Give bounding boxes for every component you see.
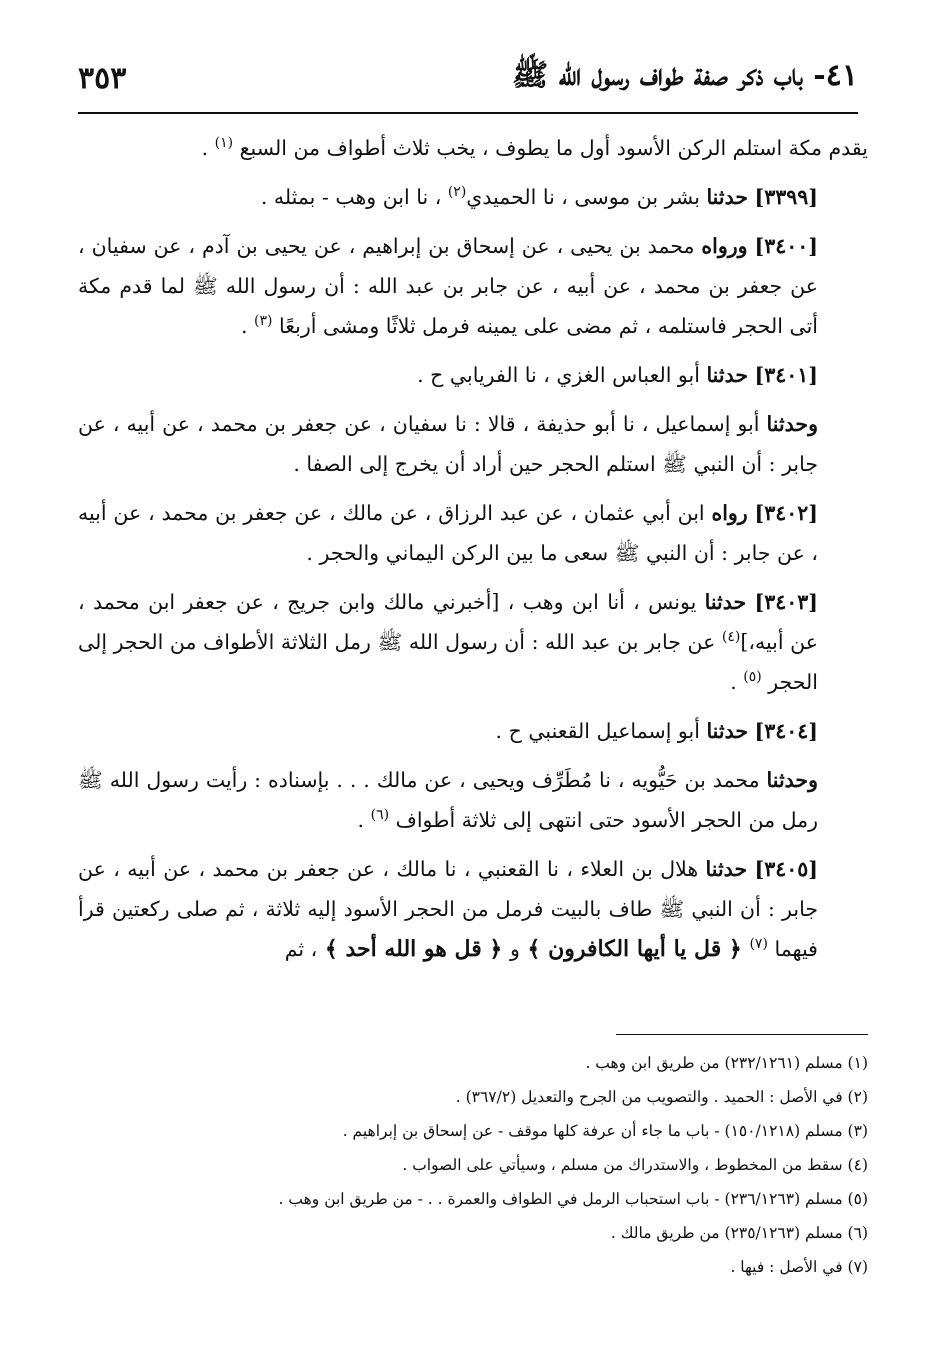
footnote-4: (٤) سقط من المخطوط ، والاستدراك من مسلم ، وسيأتي على الصواب . <box>402 1156 868 1174</box>
hadith-3401-second-chain <box>78 404 868 484</box>
hadith-text: ، نا ابن وهب - بمثله . <box>260 185 448 209</box>
hadith-3399 <box>78 177 868 217</box>
hadith-end: . <box>730 670 744 694</box>
hadith-3404 <box>78 711 868 751</box>
transmission-verb: حدثنا <box>706 363 749 387</box>
hadith-number: [٣٤٠١] <box>754 363 818 387</box>
hadith-3400 <box>78 226 868 346</box>
footnote-1: (١) مسلم (٢٣٢/١٢٦١) من طريق ابن وهب . <box>585 1054 868 1072</box>
transmission-verb: رواه <box>711 501 748 525</box>
main-text <box>78 128 868 978</box>
hadith-end: . <box>240 314 255 338</box>
hadith-text: محمد بن حَيُّويه ، نا مُطَرِّف ويحيى ، عن مالك . . . بإسناده : رأيت رسول الله ﷺ رمل من الحجر الأسود حتى انتهى إلى ثلاثة أطواف <box>78 768 818 832</box>
quran-citation: ﴿ قل هو الله أحد ﴾ <box>317 936 510 962</box>
hadith-number: [٣٤٠٣] <box>754 590 818 614</box>
hadith-text: محمد بن يحيى ، عن إسحاق بن إبراهيم ، عن يحيى بن آدم ، عن سفيان ، عن جعفر بن محمد ، عن أبيه ، عن جابر بن عبد الله : أن رسول الله ﷺ لما قدم مكة أتى الحجر فاستلمه ، ثم مضى على يمينه فرمل ثلاثًا ومشى أربعًا <box>78 234 818 338</box>
hadith-3405 <box>78 849 868 969</box>
hadith-text: بشر بن موسى ، نا الحميدي <box>466 185 707 209</box>
hadith-text: أبو إسماعيل ، نا أبو حذيفة ، قالا : نا سفيان ، عن جعفر بن محمد ، عن أبيه ، عن جابر : أن النبي ﷺ استلم الحجر حين أراد أن يخرج إلى الصفا . <box>78 412 818 476</box>
hadith-number: [٣٤٠٢] <box>754 501 818 525</box>
footnote-5: (٥) مسلم (٢٣٦/١٢٦٣) - باب استحباب الرمل في الطواف والعمرة . . - من طريق ابن وهب . <box>278 1190 868 1208</box>
footnote-ref[interactable]: (٦) <box>370 807 390 824</box>
footnote-ref[interactable]: (٣) <box>254 313 273 330</box>
footnotes <box>100 1046 868 1284</box>
hadith-number: [٣٤٠٤] <box>754 719 818 743</box>
hadith-text: أبو العباس الغزي ، نا الفريابي ح . <box>417 363 707 387</box>
footnote-6: (٦) مسلم (٢٣٥/١٢٦٣) من طريق مالك . <box>610 1224 868 1242</box>
footnote-ref[interactable]: (٢) <box>447 184 467 201</box>
quran-citation: ﴿ قل يا أيها الكافرون ﴾ <box>519 936 750 962</box>
hadith-text: أبو إسماعيل القعنبي ح . <box>495 719 707 743</box>
running-head <box>78 52 858 104</box>
conjunction: و <box>509 937 520 961</box>
paragraph-text: يقدم مكة استلم الركن الأسود أول ما يطوف ، يخب ثلاث أطواف من السبع <box>239 136 868 160</box>
transmission-verb: حدثنا <box>706 719 749 743</box>
hadith-text: هلال بن العلاء ، نا القعنبي ، نا مالك ، عن جعفر بن محمد ، عن أبيه ، عن جابر : أن النبي ﷺ طاف بالبيت فرمل من الحجر الأسود إليه ثلاثة ، ثم صلى ركعتين قرأ فيهما <box>78 857 818 961</box>
hadith-text: ابن أبي عثمان ، عن عبد الرزاق ، عن مالك ، عن جعفر بن محمد ، عن أبيه ، عن جابر : أن النبي ﷺ سعى ما بين الركن اليماني والحجر . <box>78 501 818 565</box>
hadith-number: [٣٤٠٥] <box>754 857 818 881</box>
transmission-verb: حدثنا <box>704 590 747 614</box>
hadith-number: [٣٣٩٩] <box>754 185 818 209</box>
footnote-rule <box>616 1034 868 1035</box>
paragraph-end: . <box>201 136 215 160</box>
footnote-7: (٧) في الأصل : فيها . <box>730 1258 868 1276</box>
hadith-3404-second-chain <box>78 760 868 840</box>
page-number: ٣٥٣ <box>78 60 127 96</box>
hadith-3402 <box>78 493 868 573</box>
transmission-verb: حدثنا <box>705 857 748 881</box>
header-rule <box>78 112 858 114</box>
chapter-title: ٤١- باب ذكر صفة طواف رسول الله ﷺ <box>512 57 858 93</box>
footnote-2: (٢) في الأصل : الحميد . والتصويب من الجرح والتعديل (٣٦٧/٢) . <box>455 1088 868 1106</box>
hadith-text: عن جابر بن عبد الله : أن رسول الله ﷺ رمل الثلاثة الأطواف من الحجر إلى الحجر <box>78 630 818 694</box>
footnote-ref[interactable]: (٥) <box>743 669 762 686</box>
transmission-verb: ورواه <box>701 234 748 258</box>
transmission-verb: وحدثنا <box>766 768 818 792</box>
hadith-end: . <box>357 808 371 832</box>
footnote-3: (٣) مسلم (١٥٠/١٢١٨) - باب ما جاء أن عرفة كلها موقف - عن إسحاق بن إبراهيم . <box>342 1122 868 1140</box>
footnote-ref[interactable]: (٧) <box>749 936 768 953</box>
transmission-verb: وحدثنا <box>766 412 818 436</box>
paragraph-continuation <box>78 128 868 168</box>
footnote-ref[interactable]: (١) <box>214 135 234 152</box>
hadith-continues: ، ثم <box>284 937 318 961</box>
transmission-verb: حدثنا <box>706 185 749 209</box>
hadith-3403 <box>78 582 868 702</box>
footnote-ref[interactable]: (٤) <box>721 629 741 646</box>
hadith-3401 <box>78 355 868 395</box>
hadith-text: يونس ، أنا ابن وهب ، [أخبرني مالك وابن جريج ، عن جعفر ابن محمد ، عن أبيه،] <box>78 590 818 654</box>
hadith-number: [٣٤٠٠] <box>754 234 818 258</box>
